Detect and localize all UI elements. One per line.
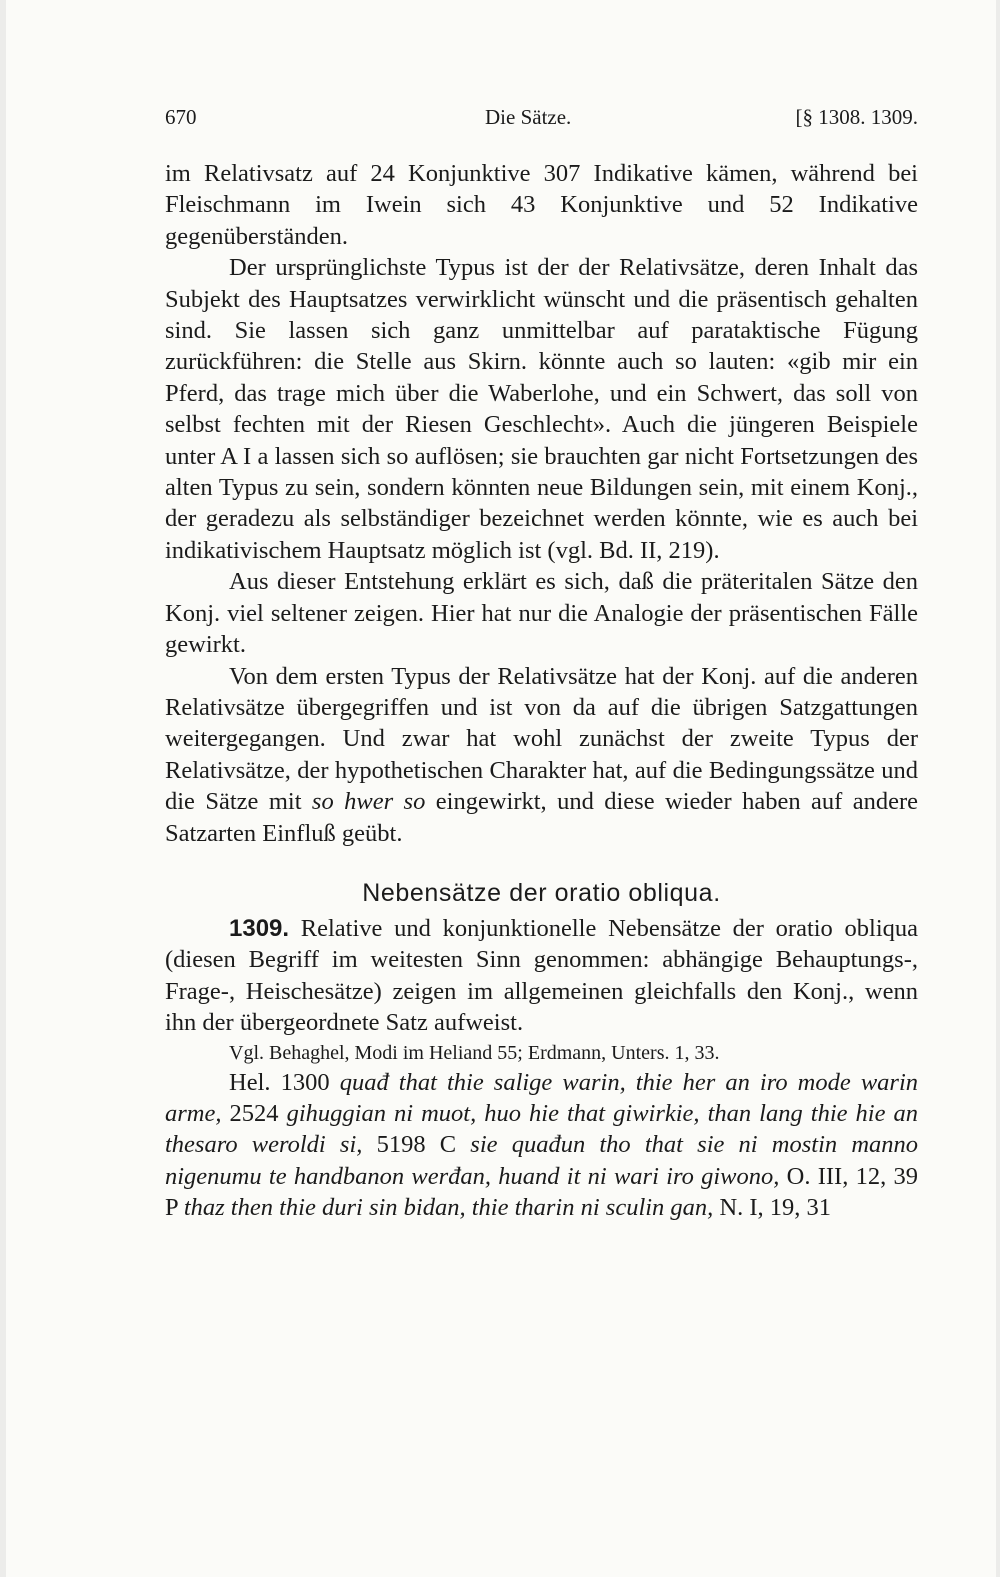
scan-edge-left (0, 0, 6, 1577)
section-1309 (165, 913, 918, 1039)
section-text: Relative und konjunktionelle Nebensätze der oratio obliqua (diesen Begriff im weitesten Sinn genommen: abhängige Behauptungs-, Frage-, Heischesätze) zeigen im allgemeinen gleichfalls den Konj., wenn ihn der übergeordnete Satz aufweist. (165, 914, 919, 1037)
example-ref: 2524 (229, 1099, 279, 1127)
running-title: Die Sätze. (485, 105, 572, 129)
example-quote: thaz then thie duri sin bidan, thie tharin ni sculin gan, (183, 1194, 714, 1222)
paragraph-typus: Der ursprünglichste Typus ist der der Relativsätze, deren Inhalt das Subjekt des Hauptsatzes verwirklicht wünscht und die präsentisch gehalten sind. Sie lassen sich ganz unmittelbar auf parataktische Fügung zurückführen: die Stelle aus Skirn. könnte auch so lauten: «gib mir ein Pferd, das trage mich über die Waberlohe, und ein Schwert, das soll von selbst fechten mit der Riesen Geschlecht». Auch die jüngeren Beispiele unter A I a lassen sich so auflösen; sie brauchten gar nicht Fortsetzungen des alten Typus zu sein, sondern könnten neue Bildungen sein, mit einem Konj., der geradezu als selbständiger bezeichnet werden könnte, wie es auch bei indikativischem Hauptsatz möglich ist (vgl. Bd. II, 219). (165, 254, 918, 564)
section-reference: [§ 1308. 1309. (795, 105, 918, 129)
literature-note: Vgl. Behaghel, Modi im Heliand 55; Erdmann, Unters. 1, 33. (229, 1041, 720, 1064)
paragraph-continuation: im Relativsatz auf 24 Konjunktive 307 Indikative kämen, während bei Fleischmann im Iwein sich 43 Konjunktive und 52 Indikative gegenüberständen. (165, 160, 918, 250)
paragraph-text: eingewirkt, und diese wieder haben auf andere Satzarten Einfluß geübt. (165, 788, 918, 847)
section-heading: Nebensätze der oratio obliqua. (362, 878, 721, 907)
examples-paragraph (165, 1067, 918, 1224)
example-quote: sie quađun tho that sie ni mostin manno nigenumu te handbanon werđan, huand it ni wari iro giwono, (165, 1131, 919, 1190)
running-header (165, 103, 918, 135)
paragraph-entstehung: Aus dieser Entstehung erklärt es sich, daß die präteritalen Sätze den Konj. viel seltener zeigen. Hier hat nur die Analogie der präsentischen Fälle gewirkt. (165, 568, 918, 659)
paragraph-text: Von dem ersten Typus der Relativsätze hat der Konj. auf die anderen Relativsätze übergegriffen und ist von da auf die übrigen Satzgattungen weitergegangen. Und zwar hat wohl zunächst der zweite Typus der Relativsätze, der hypothetischen Charakter hat, auf die Bedingungssätze und die Sätze mit (165, 662, 918, 816)
example-ref: 5198 C (376, 1131, 457, 1159)
page-number: 670 (165, 105, 197, 129)
example-ref: O. III, 12, 39 P (165, 1162, 918, 1222)
scan-edge-right (996, 0, 1000, 1577)
page-body (165, 158, 918, 1224)
example-quote: quađ that thie salige warin, thie her an iro mode warin arme, (165, 1068, 919, 1127)
section-number: 1309. (229, 914, 290, 942)
paragraph-relativsaetze (165, 661, 918, 849)
example-ref: Hel. 1300 (229, 1068, 330, 1096)
example-quote: gihuggian ni muot, huo hie that giwirkie, than lang thie hie an thesaro weroldi si, (165, 1099, 919, 1159)
italic-phrase: so hwer so (311, 788, 426, 816)
example-ref: N. I, 19, 31 (719, 1194, 832, 1222)
